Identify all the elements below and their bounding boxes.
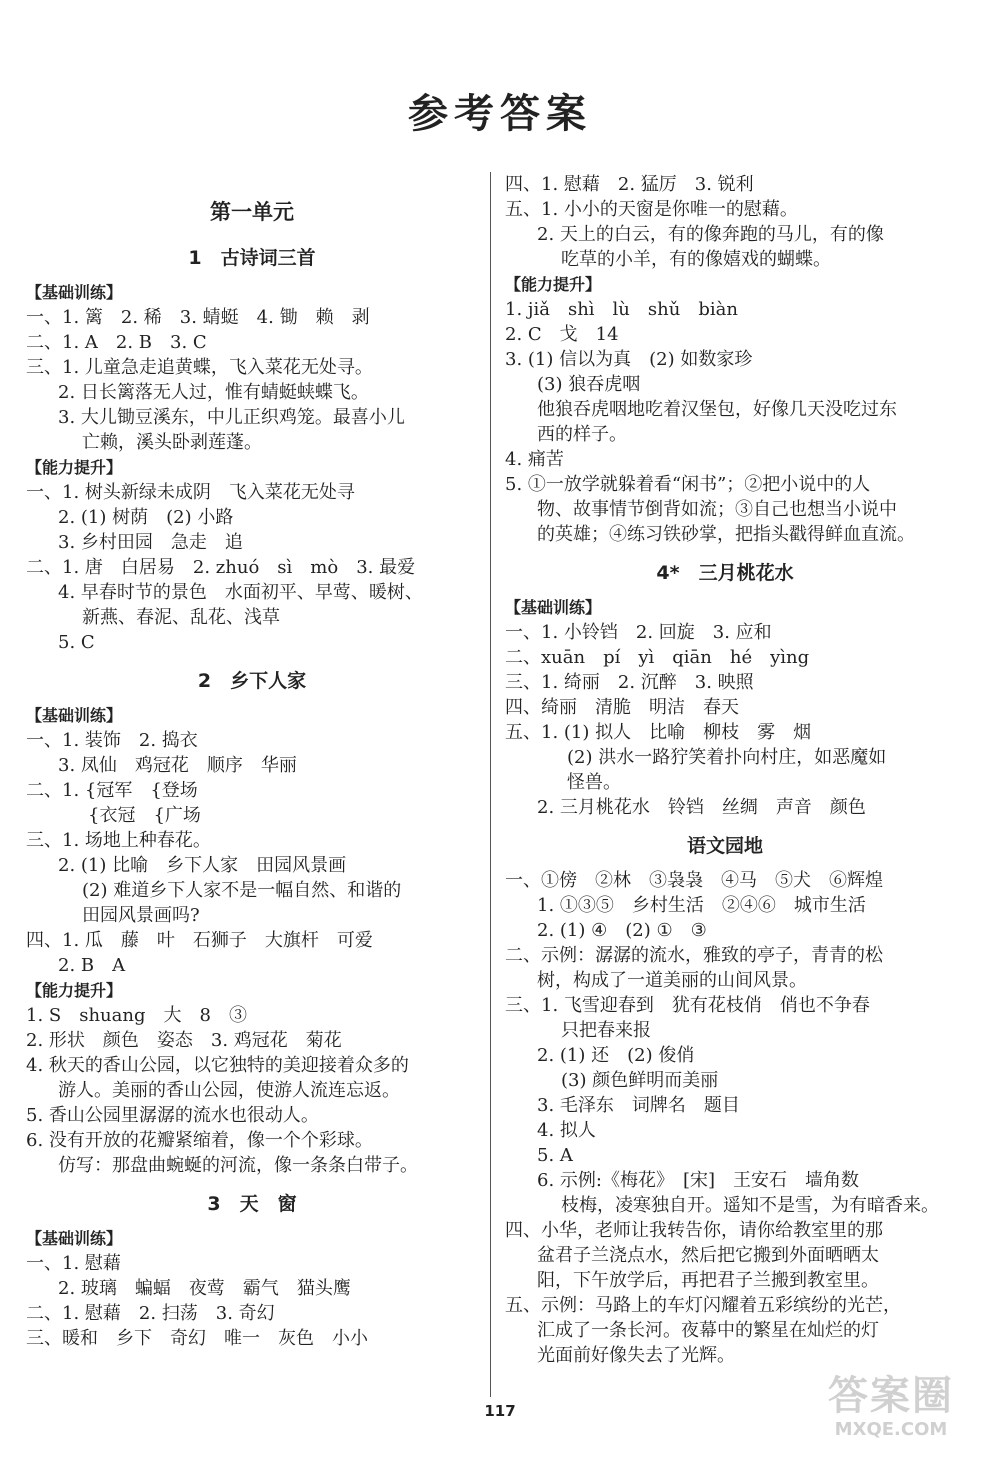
left-column bbox=[26, 172, 478, 1351]
answer-line: 2. 天上的白云，有的像奔跑的马儿，有的像 bbox=[537, 224, 884, 245]
section-label: 【能力提升】 bbox=[505, 275, 602, 294]
section-label: 【能力提升】 bbox=[26, 981, 123, 1000]
answer-line: 只把春来报 bbox=[561, 1020, 651, 1041]
lesson-heading: 3 天 窗 bbox=[207, 1193, 297, 1215]
answer-line: 5. C bbox=[58, 632, 95, 653]
answer-line: 五、1. 小小的天窗是你唯一的慰藉。 bbox=[505, 199, 798, 220]
answer-line: 2. 形状 颜色 姿态 3. 鸡冠花 菊花 bbox=[26, 1030, 342, 1051]
right-column bbox=[505, 172, 945, 1368]
answer-line: 游人。美丽的香山公园，使游人流连忘返。 bbox=[58, 1080, 400, 1101]
answer-line: 5. 香山公园里潺潺的流水也很动人。 bbox=[26, 1105, 319, 1126]
answer-line: 二、1. {冠军 {登场 bbox=[26, 780, 198, 801]
answer-line: 二、示例：潺潺的流水，雅致的亭子，青青的松 bbox=[505, 945, 883, 966]
answer-line: 1. ①③⑤ 乡村生活 ②④⑥ 城市生活 bbox=[537, 895, 866, 916]
answer-line: (2) 难道乡下人家不是一幅自然、和谐的 bbox=[82, 880, 402, 901]
answer-line: 4. 痛苦 bbox=[505, 449, 564, 470]
answer-line: 汇成了一条长河。夜幕中的繁星在灿烂的灯 bbox=[537, 1320, 879, 1341]
answer-line: 四、绮丽 清脆 明洁 春天 bbox=[505, 697, 739, 718]
answer-line: 3. 毛泽东 词牌名 题目 bbox=[537, 1095, 740, 1116]
answer-line: 一、1. 慰藉 bbox=[26, 1253, 121, 1274]
answer-line: 2. 日长篱落无人过，惟有蜻蜓蛱蝶飞。 bbox=[58, 382, 369, 403]
answer-line: 五、1. (1) 拟人 比喻 柳枝 雾 烟 bbox=[505, 722, 812, 743]
lesson-heading: 1 古诗词三首 bbox=[188, 247, 316, 269]
answer-line: 物、故事情节倒背如流；③自己也想当小说中 bbox=[537, 499, 897, 520]
answer-line: 3. 乡村田园 急走 追 bbox=[58, 532, 243, 553]
answer-line: 5. ①一放学就躲着看“闲书”；②把小说中的人 bbox=[505, 474, 871, 495]
answer-line: 4. 拟人 bbox=[537, 1120, 596, 1141]
lesson-heading: 2 乡下人家 bbox=[197, 670, 307, 692]
answer-line: 3. 凤仙 鸡冠花 顺序 华丽 bbox=[58, 755, 297, 776]
answer-line: 2. 玻璃 蝙蝠 夜莺 霸气 猫头鹰 bbox=[58, 1278, 351, 1299]
lesson-heading: 语文园地 bbox=[686, 835, 763, 857]
answer-line: 三、1. 儿童急走追黄蝶，飞入菜花无处寻。 bbox=[26, 357, 373, 378]
answer-line: 盆君子兰浇点水，然后把它搬到外面晒晒太 bbox=[537, 1245, 879, 1266]
answer-line: 仿写：那盘曲蜿蜒的河流，像一条条白带子。 bbox=[58, 1155, 418, 1176]
answer-line: 一、1. 树头新绿未成阴 飞入菜花无处寻 bbox=[26, 482, 355, 503]
answer-line: 一、1. 篱 2. 稀 3. 蜻蜓 4. 锄 赖 剥 bbox=[26, 307, 370, 328]
answer-line: 2. B A bbox=[58, 955, 126, 976]
answer-line: 光面前好像失去了光辉。 bbox=[537, 1345, 735, 1366]
section-label: 【基础训练】 bbox=[505, 598, 602, 617]
answer-line: 5. A bbox=[537, 1145, 573, 1166]
answer-line: 他狼吞虎咽地吃着汉堡包，好像几天没吃过东 bbox=[537, 399, 897, 420]
answer-line: 一、①傍 ②林 ③袅袅 ④马 ⑤犬 ⑥辉煌 bbox=[505, 870, 883, 891]
answer-line: 二、1. 唐 白居易 2. zhuó sì mò 3. 最爱 bbox=[26, 557, 416, 578]
answer-line: 4. 秋天的香山公园，以它独特的美迎接着众多的 bbox=[26, 1055, 409, 1076]
answer-line: (3) 狼吞虎咽 bbox=[537, 374, 641, 395]
answer-line: 2. 三月桃花水 铃铛 丝绸 声音 颜色 bbox=[537, 797, 866, 818]
section-label: 【能力提升】 bbox=[26, 458, 123, 477]
answer-line: 4. 早春时节的景色 水面初平、早莺、暖树、 bbox=[58, 582, 423, 603]
answer-line: 三、1. 绮丽 2. 沉醉 3. 映照 bbox=[505, 672, 754, 693]
page-title: 参考答案 bbox=[408, 91, 592, 137]
answer-line: 二、1. A 2. B 3. C bbox=[26, 332, 207, 353]
answer-line: 2. (1) 比喻 乡下人家 田园风景画 bbox=[58, 855, 347, 876]
answer-line: 亡赖，溪头卧剥莲蓬。 bbox=[82, 432, 262, 453]
answer-line: (3) 颜色鲜明而美丽 bbox=[561, 1070, 719, 1091]
answer-line: 枝梅，凌寒独自开。遥知不是雪，为有暗香来。 bbox=[561, 1195, 939, 1216]
answer-line: 1. jiǎ shì lù shǔ biàn bbox=[505, 299, 738, 320]
answer-line: 阳，下午放学后，再把君子兰搬到教室里。 bbox=[537, 1270, 879, 1291]
watermark-logo bbox=[806, 1373, 976, 1451]
answer-line: 2. C 戈 14 bbox=[505, 324, 619, 345]
answer-line: 2. (1) ④ (2) ① ③ bbox=[537, 920, 707, 941]
section-label: 【基础训练】 bbox=[26, 283, 123, 302]
answer-line: 一、1. 装饰 2. 捣衣 bbox=[26, 730, 198, 751]
answer-line: 怪兽。 bbox=[567, 772, 621, 793]
unit-heading: 第一单元 bbox=[210, 200, 294, 224]
answer-line: 6. 没有开放的花瓣紧缩着，像一个个彩球。 bbox=[26, 1130, 373, 1151]
answer-line: 6. 示例:《梅花》 [宋] 王安石 墙角数 bbox=[537, 1170, 860, 1191]
column-divider bbox=[490, 172, 491, 1397]
answer-line: 四、1. 瓜 藤 叶 石狮子 大旗杆 可爱 bbox=[26, 930, 373, 951]
answer-line: 四、1. 慰藉 2. 猛厉 3. 锐利 bbox=[505, 174, 754, 195]
answer-line: 2. (1) 还 (2) 俊俏 bbox=[537, 1045, 695, 1066]
answer-line: {衣冠 {广场 bbox=[88, 805, 201, 826]
answer-line: 的英雄；④练习铁砂掌，把指头戳得鲜血直流。 bbox=[537, 524, 915, 545]
answer-line: 3. (1) 信以为真 (2) 如数家珍 bbox=[505, 349, 753, 370]
answer-line: 3. 大儿锄豆溪东，中儿正织鸡笼。最喜小儿 bbox=[58, 407, 405, 428]
answer-line: 新燕、春泥、乱花、浅草 bbox=[82, 607, 280, 628]
answer-line: 四、小华，老师让我转告你，请你给教室里的那 bbox=[505, 1220, 883, 1241]
page-number: 117 bbox=[484, 1402, 516, 1420]
answer-line: 二、xuān pí yì qiān hé yìng bbox=[505, 647, 810, 668]
answer-line: 田园风景画吗? bbox=[82, 905, 200, 926]
answer-line: 2. (1) 树荫 (2) 小路 bbox=[58, 507, 234, 528]
section-label: 【基础训练】 bbox=[26, 1229, 123, 1248]
lesson-heading: 4* 三月桃花水 bbox=[656, 562, 794, 584]
answer-line: 吃草的小羊，有的像嬉戏的蝴蝶。 bbox=[561, 249, 831, 270]
answer-line: 1. S shuang 大 8 ③ bbox=[26, 1005, 247, 1026]
answer-line: 二、1. 慰藉 2. 扫荡 3. 奇幻 bbox=[26, 1303, 275, 1324]
answer-line: 三、1. 场地上种春花。 bbox=[26, 830, 211, 851]
answer-line: 树，构成了一道美丽的山间风景。 bbox=[537, 970, 807, 991]
watermark-site: MXQE.COM bbox=[834, 1419, 948, 1440]
answer-line: 西的样子。 bbox=[537, 424, 627, 445]
answer-line: (2) 洪水一路狞笑着扑向村庄，如恶魔如 bbox=[567, 747, 887, 768]
section-label: 【基础训练】 bbox=[26, 706, 123, 725]
answer-line: 一、1. 小铃铛 2. 回旋 3. 应和 bbox=[505, 622, 772, 643]
answer-line: 三、暖和 乡下 奇幻 唯一 灰色 小小 bbox=[26, 1328, 368, 1349]
answer-line: 五、示例：马路上的车灯闪耀着五彩缤纷的光芒， bbox=[505, 1295, 901, 1316]
watermark-glyph: 答案圈 bbox=[828, 1373, 954, 1419]
answer-line: 三、1. 飞雪迎春到 犹有花枝俏 俏也不争春 bbox=[505, 995, 870, 1016]
